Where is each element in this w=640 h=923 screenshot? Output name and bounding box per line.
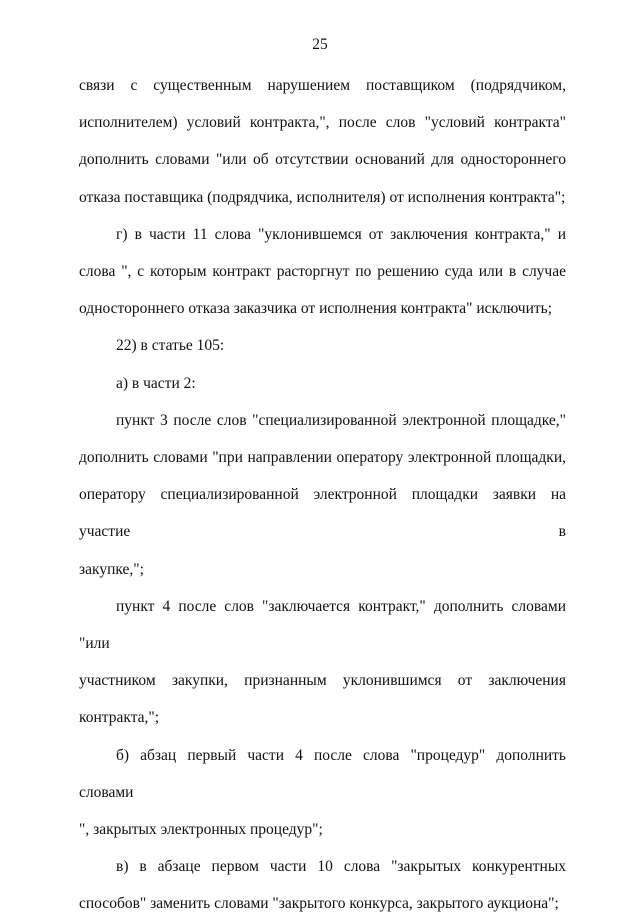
- paragraph-22: [79, 327, 566, 364]
- paragraph-v: [79, 848, 566, 922]
- text-line: 22) в статье 105:: [116, 337, 225, 355]
- text-line: отказа поставщика (подрядчика, исполнителя) от исполнения контракта";: [79, 188, 566, 206]
- text-line: контракта,";: [79, 709, 160, 727]
- text-line: дополнить словами "при направлении оператору электронной площадки,: [79, 449, 566, 467]
- text-line: участником закупки, признанным уклонившимся от заключения: [79, 672, 566, 690]
- text-line: способов" заменить словами "закрытого конкурса, закрытого аукциона";: [79, 895, 559, 913]
- paragraph-a: [79, 365, 566, 402]
- text-line: связи с существенным нарушением поставщиком (подрядчиком,: [79, 77, 566, 94]
- text-line: пункт 3 после слов "специализированной электронной площадке,": [116, 411, 566, 429]
- text-line: ", закрытых электронных процедур";: [79, 821, 323, 839]
- text-line: закупке,";: [79, 560, 144, 578]
- document-body: [79, 67, 566, 923]
- text-line: б) абзац первый части 4 после слова "процедур" дополнить словами: [79, 746, 566, 801]
- text-line: в) в абзаце первом части 10 слова "закрытых конкурентных: [116, 858, 566, 876]
- text-line: г) в части 11 слова "уклонившемся от заключения контракта," и: [116, 225, 566, 243]
- paragraph-punkt-4: [79, 588, 566, 737]
- text-line: а) в части 2:: [116, 374, 196, 392]
- page-number: 25: [312, 36, 328, 53]
- paragraph-continuation: [79, 67, 566, 216]
- text-line: одностороннего отказа заказчика от исполнения контракта" исключить;: [79, 300, 553, 318]
- text-line: исполнителем) условий контракта,", после слов "условий контракта": [79, 114, 566, 132]
- text-line: оператору специализированной электронной площадки заявки на участие в: [79, 486, 566, 541]
- text-line: дополнить словами "или об отсутствии оснований для одностороннего: [79, 151, 566, 169]
- text-line: пункт 4 после слов "заключается контракт," дополнить словами "или: [79, 597, 566, 653]
- paragraph-b: [79, 737, 566, 849]
- text-line: слова ", с которым контракт расторгнут по решению суда или в случае: [79, 263, 566, 281]
- paragraph-punkt-3: [79, 402, 566, 588]
- paragraph-g: [79, 216, 566, 328]
